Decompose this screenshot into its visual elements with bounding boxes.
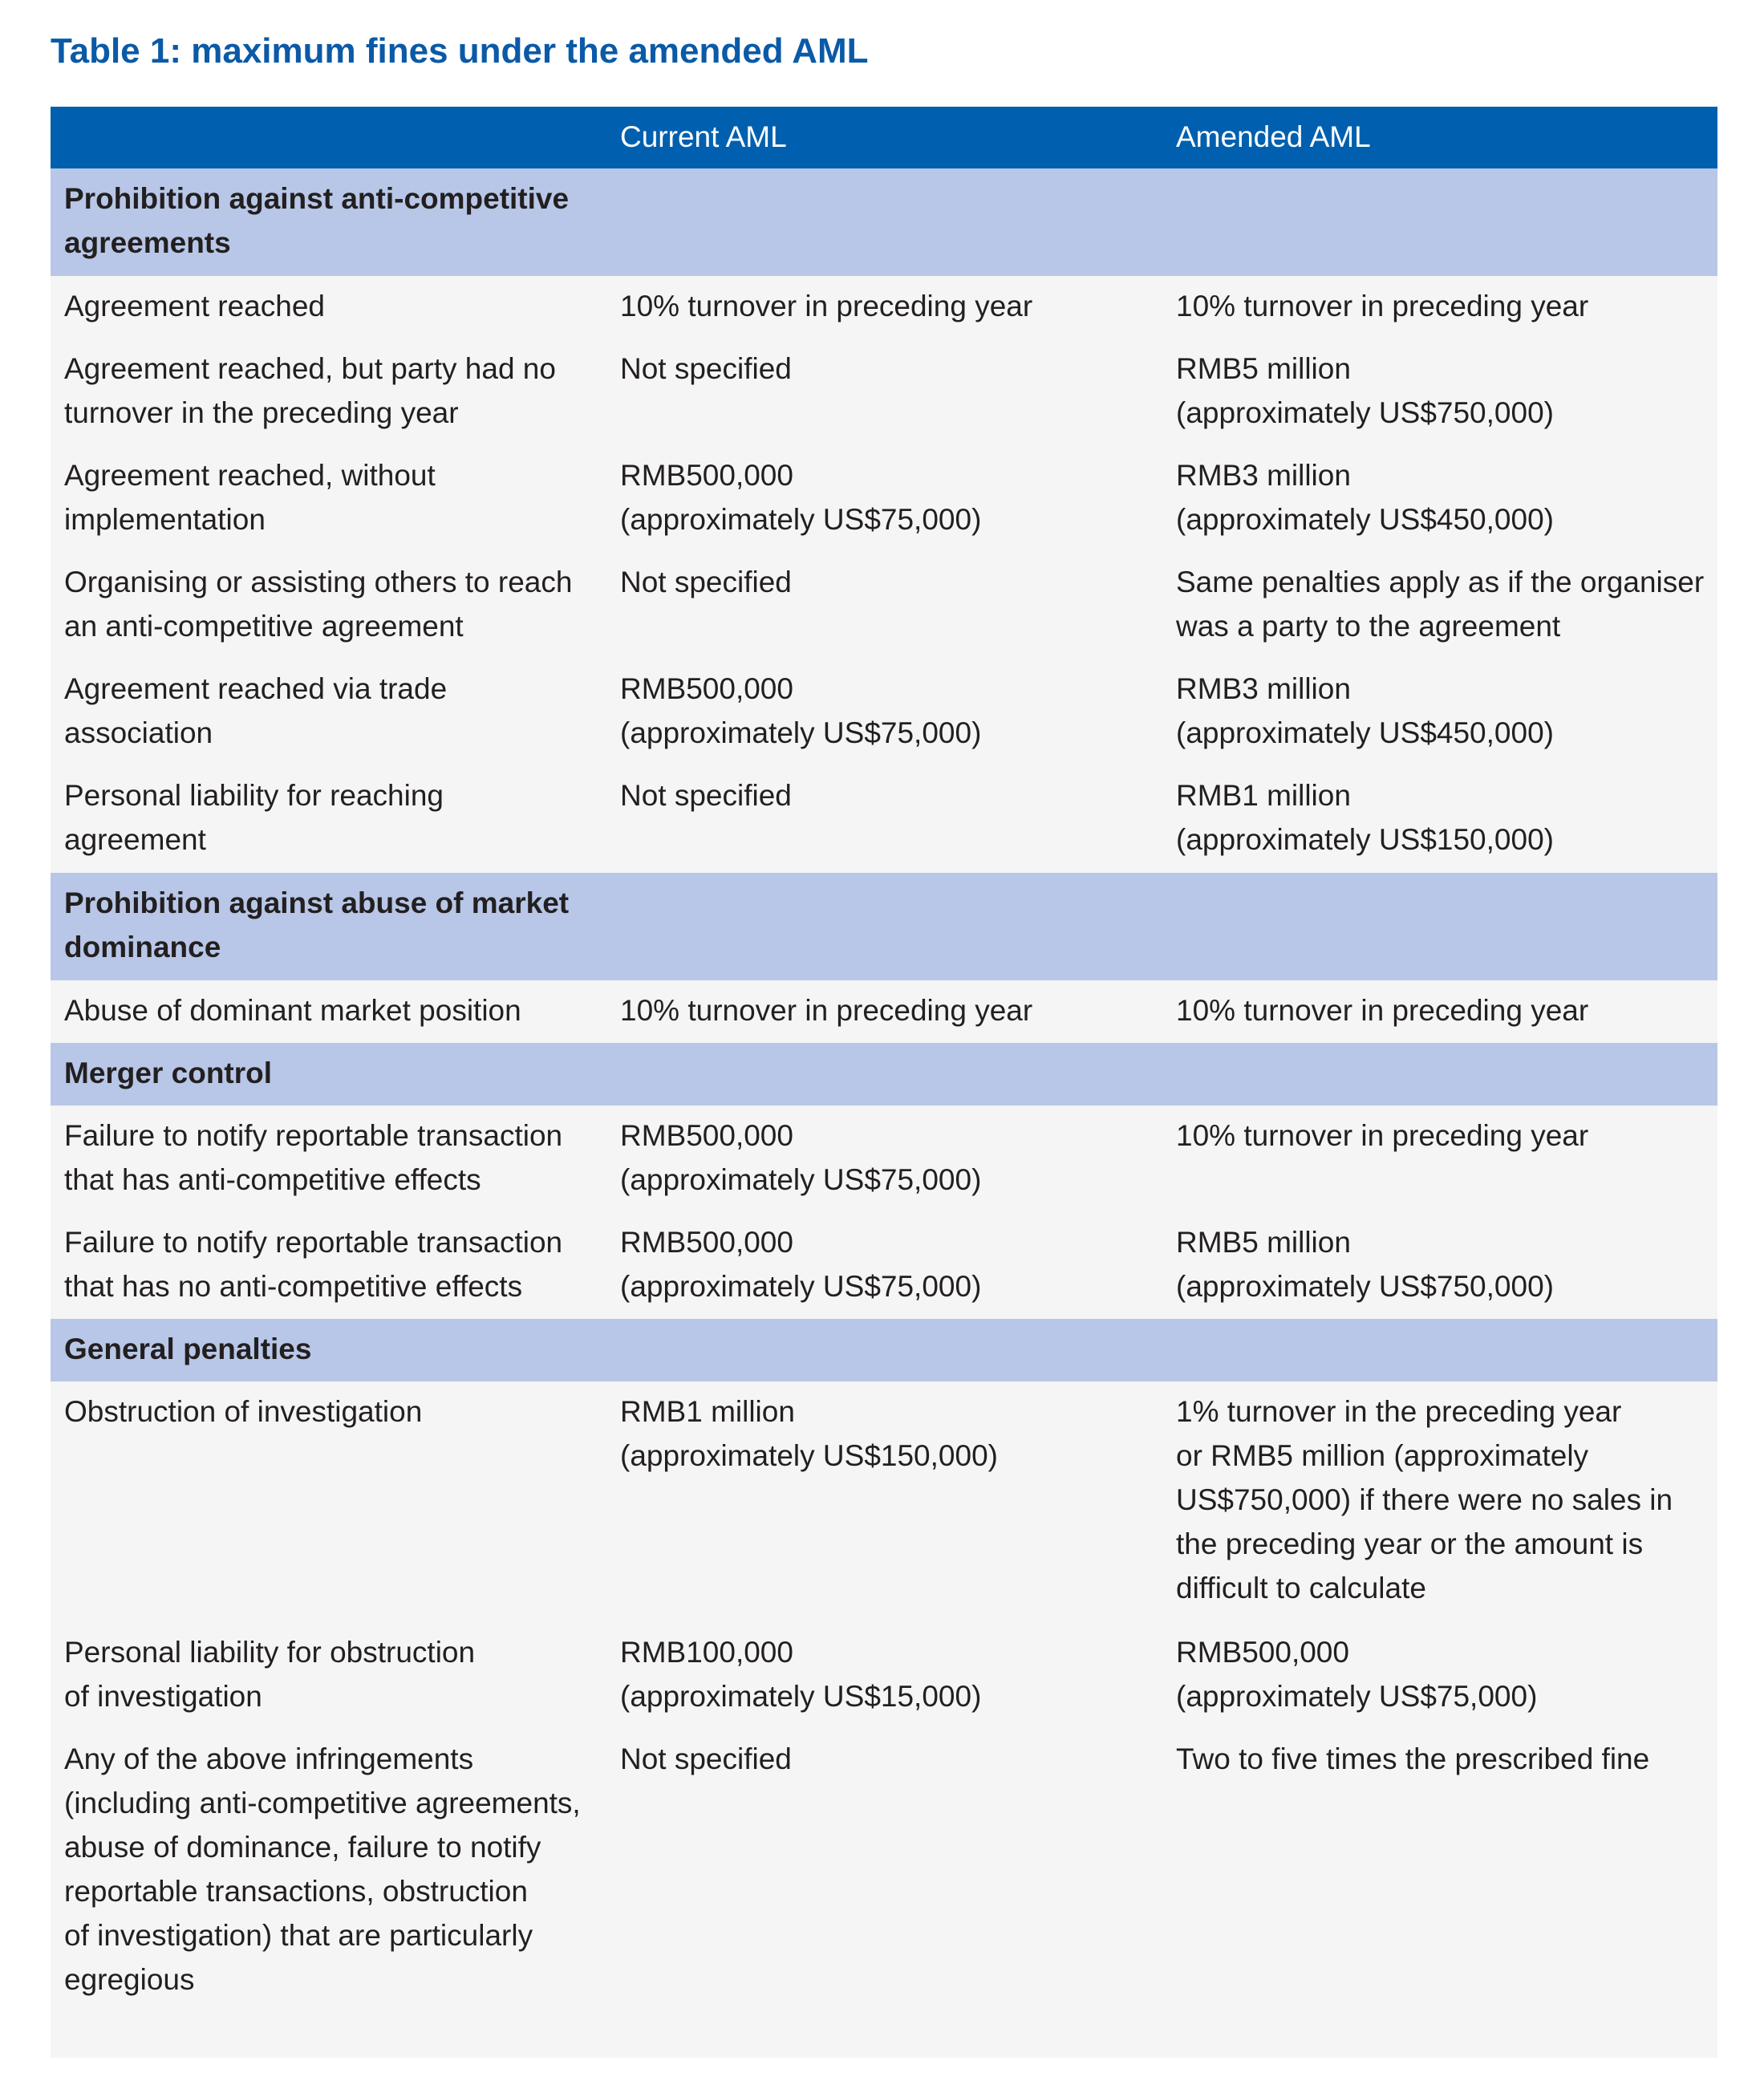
amended-aml-cell-line: Same penalties apply as if the organiser xyxy=(1176,566,1705,598)
header-amended-aml: Amended AML xyxy=(1176,120,1371,153)
section-title-line: agreements xyxy=(64,226,231,259)
infringement-cell-line: that has no anti-competitive effects xyxy=(64,1270,523,1303)
infringement-cell-line: Failure to notify reportable transaction xyxy=(64,1226,563,1259)
infringement-cell-line: Agreement reached, but party had no xyxy=(64,352,556,385)
infringement-cell xyxy=(64,773,618,862)
amended-aml-cell-line: 10% turnover in preceding year xyxy=(1176,290,1589,322)
current-aml-cell-line: RMB1 million xyxy=(620,1395,795,1428)
amended-aml-cell-line: difficult to calculate xyxy=(1176,1572,1426,1604)
infringement-cell xyxy=(64,347,618,435)
current-aml-cell xyxy=(620,1630,1166,1718)
current-aml-cell-line: (approximately US$150,000) xyxy=(620,1439,998,1472)
infringement-cell-line: Any of the above infringements xyxy=(64,1742,474,1775)
infringement-cell-line: Personal liability for reaching xyxy=(64,779,444,812)
section-title-line: dominance xyxy=(64,931,221,963)
current-aml-cell-line: RMB500,000 xyxy=(620,1119,793,1152)
amended-aml-cell-line: (approximately US$450,000) xyxy=(1176,503,1554,536)
current-aml-cell xyxy=(620,1389,1166,1478)
infringement-cell-line: of investigation xyxy=(64,1680,262,1713)
section-title xyxy=(64,1051,618,1095)
amended-aml-cell-line: the preceding year or the amount is xyxy=(1176,1527,1644,1560)
current-aml-cell xyxy=(620,667,1166,755)
infringement-cell-line: Organising or assisting others to reach xyxy=(64,566,573,598)
section-header-row xyxy=(51,873,1717,980)
section-title xyxy=(64,176,618,265)
current-aml-cell-line: Not specified xyxy=(620,779,792,812)
section-title-line: General penalties xyxy=(64,1333,312,1365)
infringement-cell-line: Personal liability for obstruction xyxy=(64,1636,476,1669)
infringement-cell-line: that has anti-competitive effects xyxy=(64,1163,481,1196)
infringement-cell-line: Agreement reached via trade xyxy=(64,672,448,705)
amended-aml-cell-line: (approximately US$450,000) xyxy=(1176,716,1554,749)
page-title: Table 1: maximum fines under the amended AML xyxy=(51,31,869,71)
amended-aml-cell xyxy=(1176,560,1713,648)
current-aml-cell-line: RMB500,000 xyxy=(620,459,793,492)
amended-aml-cell-line: RMB3 million xyxy=(1176,459,1351,492)
infringement-cell xyxy=(64,453,618,542)
amended-aml-cell-line: RMB1 million xyxy=(1176,779,1351,812)
infringement-cell-line: Failure to notify reportable transaction xyxy=(64,1119,563,1152)
amended-aml-cell-line: US$750,000) if there were no sales in xyxy=(1176,1483,1673,1516)
current-aml-cell-line: (approximately US$15,000) xyxy=(620,1680,982,1713)
amended-aml-cell xyxy=(1176,1113,1713,1158)
section-header-row xyxy=(51,168,1717,276)
amended-aml-cell-line: (approximately US$750,000) xyxy=(1176,396,1554,429)
amended-aml-cell xyxy=(1176,284,1713,328)
current-aml-cell xyxy=(620,773,1166,817)
amended-aml-cell-line: (approximately US$150,000) xyxy=(1176,823,1554,856)
infringement-cell-line: of investigation) that are particularly xyxy=(64,1919,533,1952)
amended-aml-cell-line: 10% turnover in preceding year xyxy=(1176,994,1589,1027)
current-aml-cell xyxy=(620,284,1166,328)
current-aml-cell-line: Not specified xyxy=(620,1742,792,1775)
infringement-cell-line: an anti-competitive agreement xyxy=(64,610,464,643)
infringement-cell-line: egregious xyxy=(64,1963,195,1996)
amended-aml-cell-line: 1% turnover in the preceding year xyxy=(1176,1395,1622,1428)
current-aml-cell-line: RMB500,000 xyxy=(620,1226,793,1259)
amended-aml-cell xyxy=(1176,347,1713,435)
infringement-cell-line: Agreement reached, without xyxy=(64,459,436,492)
amended-aml-cell-line: RMB500,000 xyxy=(1176,1636,1349,1669)
amended-aml-cell-line: (approximately US$750,000) xyxy=(1176,1270,1554,1303)
current-aml-cell-line: (approximately US$75,000) xyxy=(620,1163,982,1196)
infringement-cell-line: Abuse of dominant market position xyxy=(64,994,521,1027)
amended-aml-cell xyxy=(1176,1389,1713,1610)
infringement-cell xyxy=(64,1389,618,1434)
section-header-row xyxy=(51,1043,1717,1105)
table-header-row xyxy=(51,107,1717,168)
current-aml-cell-line: (approximately US$75,000) xyxy=(620,1270,982,1303)
current-aml-cell-line: RMB500,000 xyxy=(620,672,793,705)
amended-aml-cell-line: RMB5 million xyxy=(1176,352,1351,385)
amended-aml-cell xyxy=(1176,773,1713,862)
infringement-cell-line: agreement xyxy=(64,823,206,856)
infringement-cell-line: reportable transactions, obstruction xyxy=(64,1875,528,1908)
amended-aml-cell xyxy=(1176,1630,1713,1718)
current-aml-cell-line: 10% turnover in preceding year xyxy=(620,290,1033,322)
infringement-cell xyxy=(64,988,618,1032)
infringement-cell xyxy=(64,667,618,755)
section-title xyxy=(64,881,618,969)
current-aml-cell-line: 10% turnover in preceding year xyxy=(620,994,1033,1027)
current-aml-cell xyxy=(620,1737,1166,1781)
header-current-aml: Current AML xyxy=(620,120,787,153)
current-aml-cell-line: RMB100,000 xyxy=(620,1636,793,1669)
section-title-line: Merger control xyxy=(64,1057,273,1089)
amended-aml-cell-line: Two to five times the prescribed fine xyxy=(1176,1742,1650,1775)
amended-aml-cell-line: RMB5 million xyxy=(1176,1226,1351,1259)
amended-aml-cell xyxy=(1176,453,1713,542)
section-header-row xyxy=(51,1319,1717,1381)
amended-aml-cell xyxy=(1176,988,1713,1032)
section-title-line: Prohibition against anti-competitive xyxy=(64,182,570,215)
infringement-cell-line: association xyxy=(64,716,213,749)
amended-aml-cell-line: RMB3 million xyxy=(1176,672,1351,705)
current-aml-cell xyxy=(620,1113,1166,1202)
amended-aml-cell xyxy=(1176,1220,1713,1308)
current-aml-cell xyxy=(620,988,1166,1032)
section-title-line: Prohibition against abuse of market xyxy=(64,886,570,919)
amended-aml-cell-line: (approximately US$75,000) xyxy=(1176,1680,1538,1713)
infringement-cell xyxy=(64,1737,618,2002)
infringement-cell-line: turnover in the preceding year xyxy=(64,396,459,429)
amended-aml-cell xyxy=(1176,667,1713,755)
current-aml-cell xyxy=(620,1220,1166,1308)
current-aml-cell xyxy=(620,560,1166,604)
current-aml-cell xyxy=(620,347,1166,391)
infringement-cell-line: implementation xyxy=(64,503,266,536)
current-aml-cell-line: Not specified xyxy=(620,566,792,598)
infringement-cell xyxy=(64,1220,618,1308)
current-aml-cell-line: Not specified xyxy=(620,352,792,385)
amended-aml-cell-line: or RMB5 million (approximately xyxy=(1176,1439,1589,1472)
infringement-cell-line: abuse of dominance, failure to notify xyxy=(64,1831,541,1864)
current-aml-cell-line: (approximately US$75,000) xyxy=(620,716,982,749)
current-aml-cell xyxy=(620,453,1166,542)
infringement-cell-line: (including anti-competitive agreements, xyxy=(64,1787,581,1819)
infringement-cell xyxy=(64,560,618,648)
infringement-cell xyxy=(64,284,618,328)
amended-aml-cell xyxy=(1176,1737,1713,1781)
amended-aml-cell-line: was a party to the agreement xyxy=(1176,610,1561,643)
section-title xyxy=(64,1327,618,1371)
amended-aml-cell-line: 10% turnover in preceding year xyxy=(1176,1119,1589,1152)
current-aml-cell-line: (approximately US$75,000) xyxy=(620,503,982,536)
infringement-cell-line: Agreement reached xyxy=(64,290,325,322)
infringement-cell xyxy=(64,1113,618,1202)
fines-table xyxy=(51,107,1717,2058)
infringement-cell xyxy=(64,1630,618,1718)
infringement-cell-line: Obstruction of investigation xyxy=(64,1395,423,1428)
